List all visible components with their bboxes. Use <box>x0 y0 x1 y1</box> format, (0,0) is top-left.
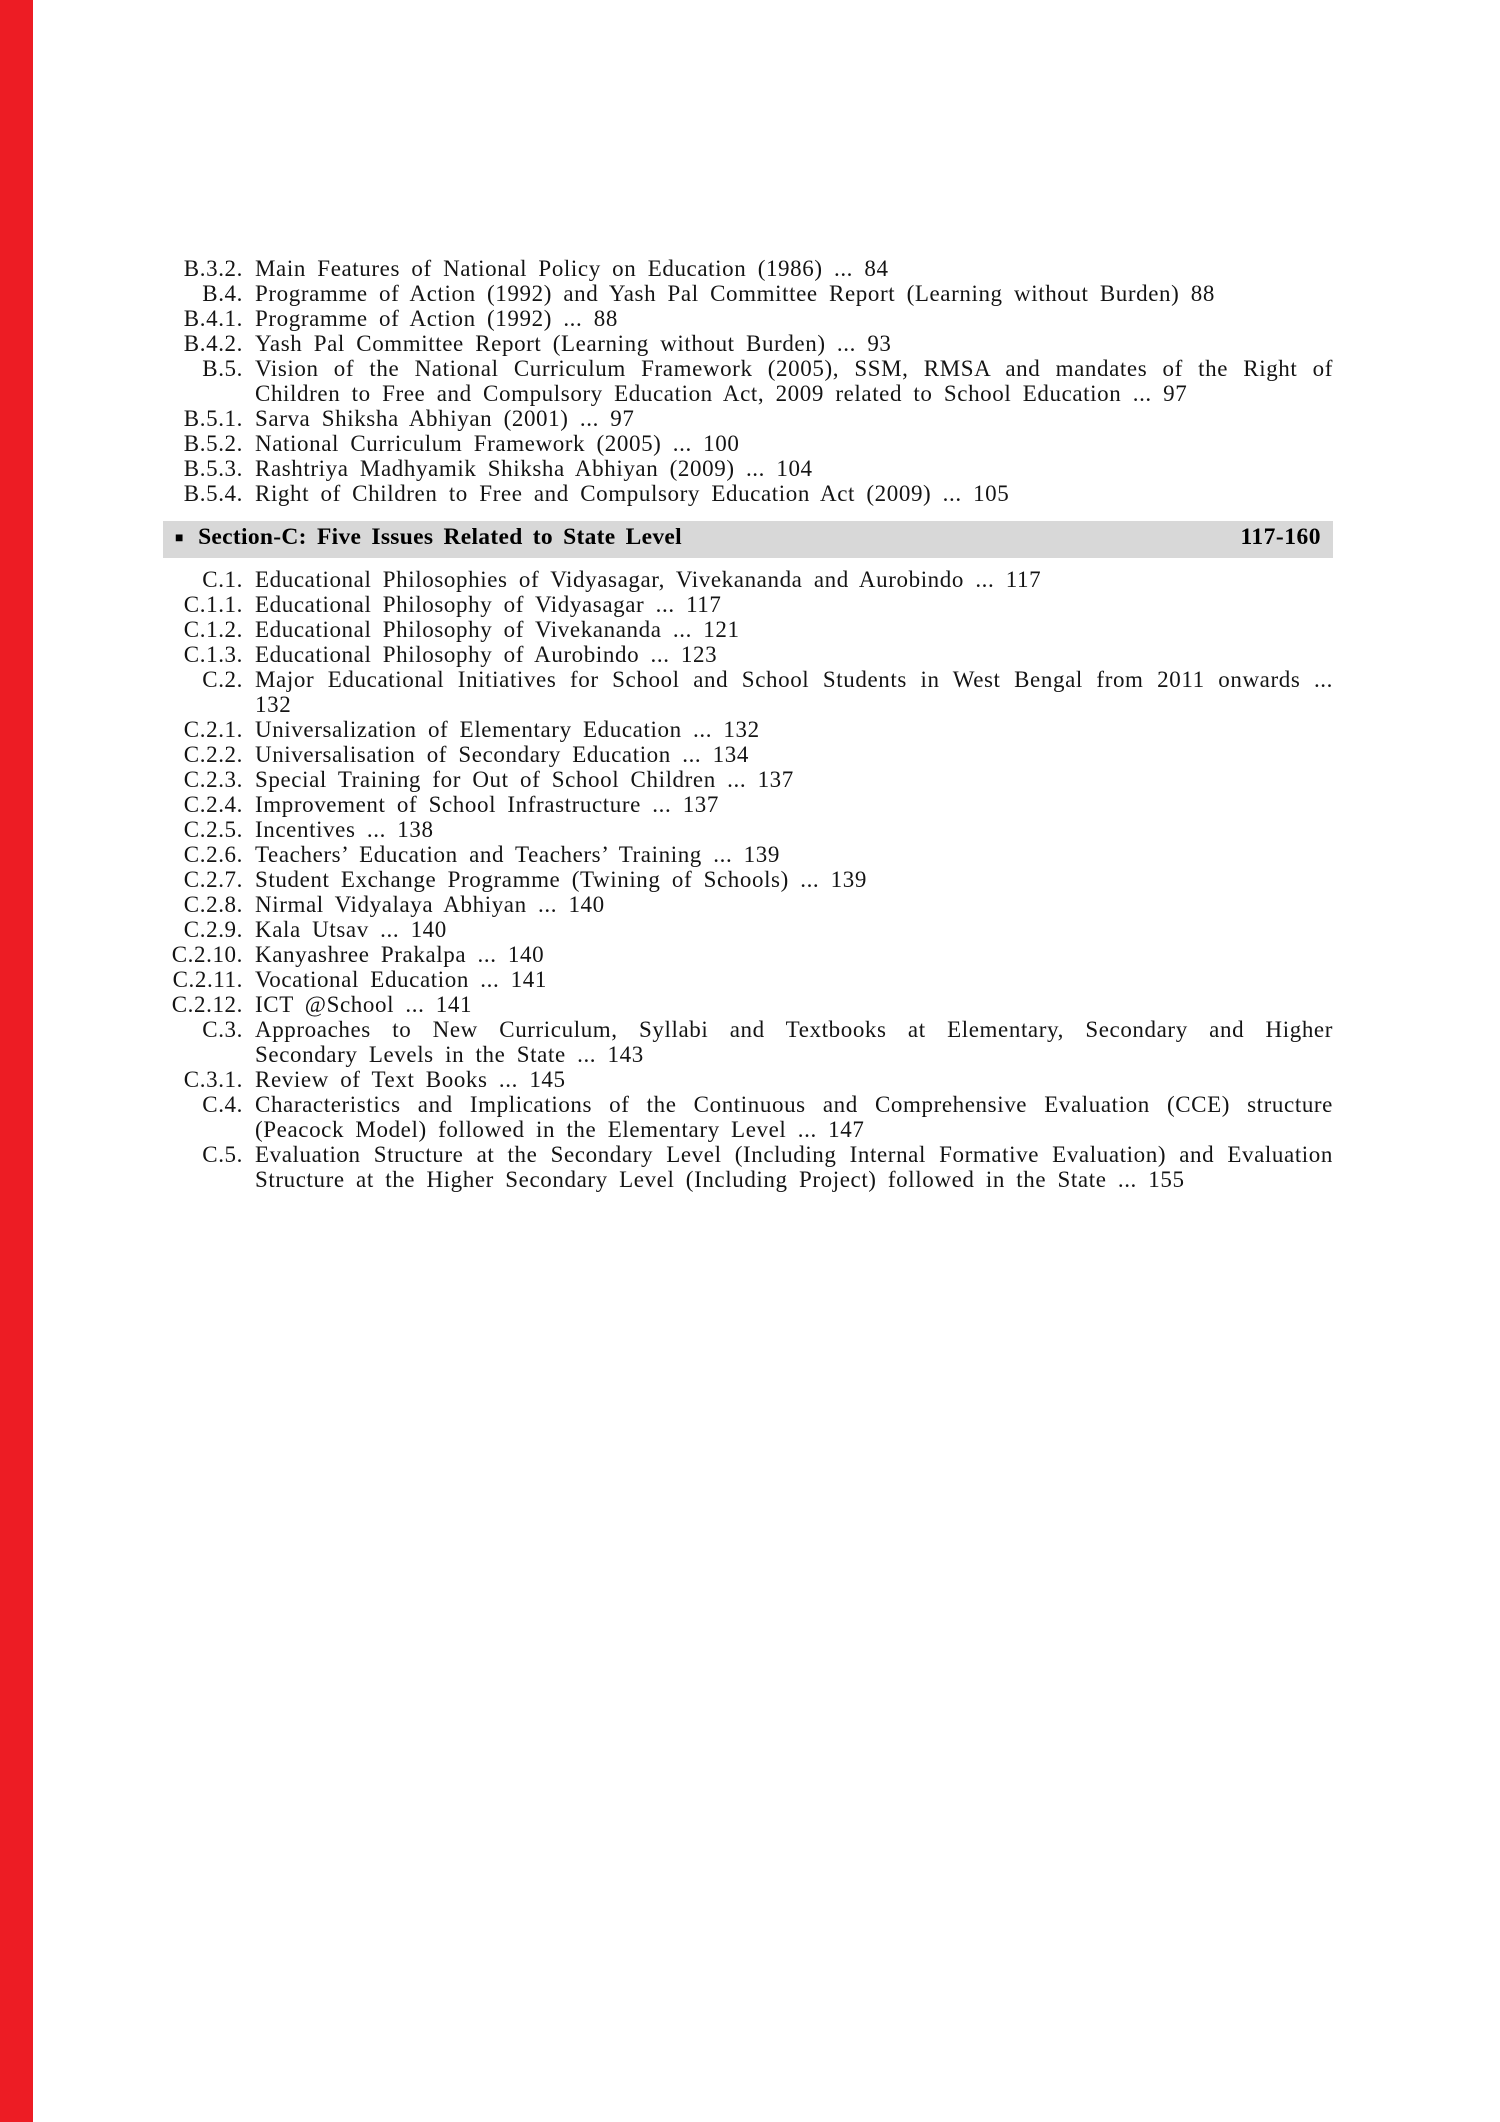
table-of-contents <box>163 256 1333 1192</box>
toc-entry-number: C.2.5. <box>183 817 243 842</box>
toc-entry <box>163 867 1333 892</box>
toc-entry-number: B.4. <box>202 281 243 306</box>
toc-entry <box>163 717 1333 742</box>
toc-entry-text: Right of Children to Free and Compulsory Education Act (2009) ... 105 <box>255 481 1010 506</box>
toc-entry-text: Educational Philosophies of Vidyasagar, Vivekananda and Aurobindo ... 117 <box>255 567 1042 592</box>
toc-entry <box>163 917 1333 942</box>
section-title: Section-C: Five Issues Related to State Level <box>198 524 682 550</box>
toc-entry <box>163 1017 1333 1067</box>
toc-entry-number: C.2.9. <box>183 917 243 942</box>
toc-entry-text: Kala Utsav ... 140 <box>255 917 447 942</box>
toc-entry <box>163 431 1333 456</box>
toc-entry-text: National Curriculum Framework (2005) ... 100 <box>255 431 740 456</box>
toc-entry-text: Educational Philosophy of Vidyasagar ... 117 <box>255 592 722 617</box>
toc-entry-text: Approaches to New Curriculum, Syllabi and Textbooks at Elementary, Secondary and Higher Secondary Levels in the State ... 143 <box>255 1017 1333 1067</box>
toc-entry-text: Vision of the National Curriculum Framework (2005), SSM, RMSA and mandates of the Right of Children to Free and Compulsory Education Act, 2009 related to School Education ... 97 <box>255 356 1333 406</box>
toc-entry-number: B.3.2. <box>183 256 243 281</box>
toc-entry-text: Review of Text Books ... 145 <box>255 1067 566 1092</box>
toc-entry-number: C.1.3. <box>183 642 243 667</box>
section-page-range: 117-160 <box>1240 524 1321 550</box>
toc-entry-text: Sarva Shiksha Abhiyan (2001) ... 97 <box>255 406 635 431</box>
toc-entry <box>163 667 1333 717</box>
toc-entry-number: C.1.1. <box>183 592 243 617</box>
toc-entry <box>163 892 1333 917</box>
toc-entry-number: B.4.1. <box>183 306 243 331</box>
toc-entry-text: Characteristics and Implications of the Continuous and Comprehensive Evaluation (CCE) structure (Peacock Model) followed in the Elementary Level ... 147 <box>255 1092 1333 1142</box>
toc-entry-text: Yash Pal Committee Report (Learning without Burden) ... 93 <box>255 331 892 356</box>
toc-entry-number: C.2.11. <box>172 967 243 992</box>
toc-entry-number: B.5.2. <box>183 431 243 456</box>
toc-entry-text: Nirmal Vidyalaya Abhiyan ... 140 <box>255 892 605 917</box>
toc-entry-number: C.2.6. <box>183 842 243 867</box>
toc-entry-text: Programme of Action (1992) and Yash Pal Committee Report (Learning without Burden) 88 <box>255 281 1215 306</box>
toc-entry <box>163 567 1333 592</box>
toc-entry <box>163 1142 1333 1192</box>
toc-entry-text: Incentives ... 138 <box>255 817 434 842</box>
toc-entry <box>163 256 1333 281</box>
toc-entry-text: Teachers’ Education and Teachers’ Training ... 139 <box>255 842 780 867</box>
toc-entry-text: Kanyashree Prakalpa ... 140 <box>255 942 545 967</box>
toc-entry-text: Educational Philosophy of Aurobindo ... 123 <box>255 642 718 667</box>
toc-entry <box>163 792 1333 817</box>
toc-entry <box>163 842 1333 867</box>
toc-entry-text: Improvement of School Infrastructure ... 137 <box>255 792 720 817</box>
toc-entry-number: C.2.10. <box>171 942 243 967</box>
toc-entry <box>163 281 1333 306</box>
toc-entry <box>163 306 1333 331</box>
toc-entry <box>163 456 1333 481</box>
toc-entry-number: C.2.7. <box>183 867 243 892</box>
toc-entry <box>163 942 1333 967</box>
toc-entry <box>163 992 1333 1017</box>
toc-entry <box>163 1067 1333 1092</box>
toc-entry-text: Evaluation Structure at the Secondary Level (Including Internal Formative Evaluation) and Evaluation Structure at the Higher Secondary Level (Including Project) followed in the State ... 155 <box>255 1142 1333 1192</box>
toc-entry-number: B.5.4. <box>183 481 243 506</box>
toc-entry <box>163 742 1333 767</box>
toc-entry <box>163 1092 1333 1142</box>
toc-entry-text: Universalisation of Secondary Education ... 134 <box>255 742 749 767</box>
left-red-strip <box>0 0 33 2122</box>
toc-entry-text: Special Training for Out of School Children ... 137 <box>255 767 794 792</box>
toc-entry-text: Main Features of National Policy on Education (1986) ... 84 <box>255 256 889 281</box>
toc-entry-text: Universalization of Elementary Education ... 132 <box>255 717 760 742</box>
toc-entry-number: C.1. <box>202 567 243 592</box>
toc-entry-number: C.2.12. <box>171 992 243 1017</box>
toc-entry-number: B.4.2. <box>183 331 243 356</box>
toc-entry-number: C.2.4. <box>183 792 243 817</box>
section-header <box>163 521 1333 558</box>
toc-entry-number: B.5.1. <box>183 406 243 431</box>
toc-entry-number: C.2.1. <box>183 717 243 742</box>
toc-entry-text: Student Exchange Programme (Twining of Schools) ... 139 <box>255 867 867 892</box>
square-bullet-icon: ■ <box>175 531 185 546</box>
toc-entry-number: C.2.2. <box>183 742 243 767</box>
toc-entry <box>163 617 1333 642</box>
toc-entry <box>163 767 1333 792</box>
toc-entry-number: C.3. <box>202 1017 243 1042</box>
toc-entry <box>163 592 1333 617</box>
toc-entry <box>163 642 1333 667</box>
toc-entry <box>163 967 1333 992</box>
toc-entry-number: C.2. <box>202 667 243 692</box>
toc-entry <box>163 356 1333 406</box>
toc-entry-number: C.3.1. <box>183 1067 243 1092</box>
toc-entry-text: Vocational Education ... 141 <box>255 967 547 992</box>
toc-entry <box>163 481 1333 506</box>
toc-entry-text: Rashtriya Madhyamik Shiksha Abhiyan (2009) ... 104 <box>255 456 813 481</box>
toc-entry-text: Major Educational Initiatives for School and School Students in West Bengal from 2011 onwards ... 132 <box>255 667 1333 717</box>
toc-entry-number: C.2.3. <box>183 767 243 792</box>
toc-entry <box>163 406 1333 431</box>
toc-entry <box>163 817 1333 842</box>
toc-entry <box>163 331 1333 356</box>
toc-entry-number: C.1.2. <box>183 617 243 642</box>
toc-entry-text: Programme of Action (1992) ... 88 <box>255 306 618 331</box>
toc-entry-number: C.2.8. <box>183 892 243 917</box>
toc-entry-number: B.5. <box>202 356 243 381</box>
toc-entry-text: Educational Philosophy of Vivekananda ... 121 <box>255 617 740 642</box>
toc-entry-number: C.4. <box>202 1092 243 1117</box>
toc-entry-text: ICT @School ... 141 <box>255 992 473 1017</box>
toc-entry-number: B.5.3. <box>183 456 243 481</box>
toc-entry-number: C.5. <box>202 1142 243 1167</box>
